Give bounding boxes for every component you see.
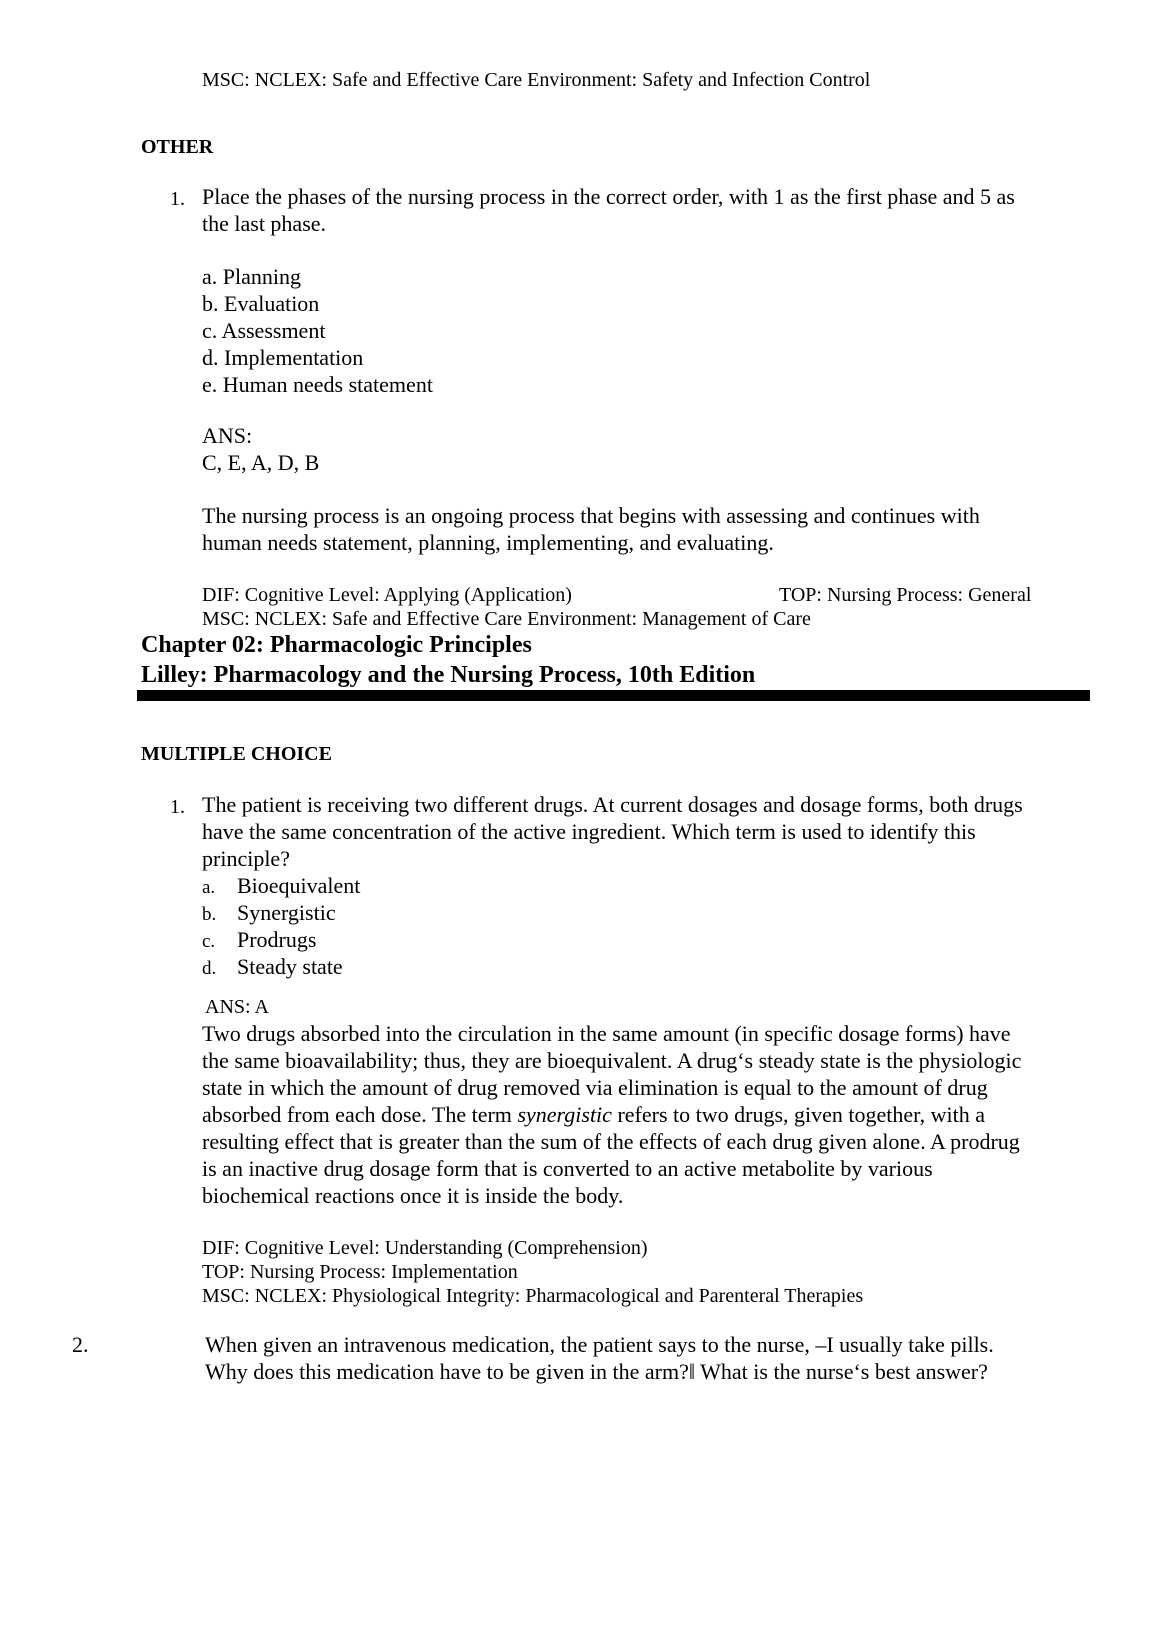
rationale-text: refers to two drugs, given together, with a [611,1102,985,1127]
list-item: b. Evaluation [202,291,320,316]
section-heading-other: OTHER [141,136,214,158]
rationale-line: biochemical reactions once it is inside the body. [202,1183,624,1208]
answer-key: ANS: A [205,996,269,1018]
rationale-line: the same bioavailability; thus, they are bioequivalent. A drug‘s steady state is the physiologic [202,1048,1022,1073]
list-item: d. Implementation [202,345,364,370]
question-number: 1. [170,796,185,818]
rationale-line: The nursing process is an ongoing process that begins with assessing and continues with [202,503,980,528]
top-line: TOP: Nursing Process: General [779,584,1032,606]
question-text-line: principle? [202,846,290,871]
question-number: 2. [72,1332,89,1357]
question-number: 1. [170,188,185,210]
question-text-line: The patient is receiving two different drugs. At current dosages and dosage forms, both drugs [202,792,1023,817]
msc-line: MSC: NCLEX: Safe and Effective Care Environment: Management of Care [202,608,811,630]
option-text: Synergistic [237,900,336,925]
option-letter: b. [202,904,217,925]
question-text-line: When given an intravenous medication, the patient says to the nurse, –I usually take pills. [205,1332,994,1357]
answer-value: C, E, A, D, B [202,450,320,475]
chapter-title: Chapter 02: Pharmacologic Principles [141,632,532,658]
question-text-line: have the same concentration of the active ingredient. Which term is used to identify this [202,819,976,844]
rationale-line: human needs statement, planning, implementing, and evaluating. [202,530,774,555]
dif-line: DIF: Cognitive Level: Understanding (Comprehension) [202,1237,648,1259]
list-item: c. Assessment [202,318,326,343]
answer-label: ANS: [202,423,253,448]
question-text-line: Why does this medication have to be given in the arm?‖ What is the nurse‘s best answer? [205,1359,988,1384]
msc-line: MSC: NCLEX: Physiological Integrity: Pharmacological and Parenteral Therapies [202,1285,864,1307]
rationale-emphasis: synergistic [517,1102,612,1127]
option-letter: a. [202,877,216,898]
question-text-line: the last phase. [202,211,327,236]
section-heading-multiple-choice: MULTIPLE CHOICE [141,743,332,765]
option-letter: c. [202,931,216,952]
book-title: Lilley: Pharmacology and the Nursing Process, 10th Edition [141,662,756,688]
option-letter: d. [202,958,217,979]
rationale-line: Two drugs absorbed into the circulation in the same amount (in specific dosage forms) have [202,1021,1011,1046]
top-line: TOP: Nursing Process: Implementation [202,1261,518,1283]
list-item: e. Human needs statement [202,372,433,397]
dif-line: DIF: Cognitive Level: Applying (Application) [202,584,572,606]
answer-option-d [202,953,343,982]
msc-line-safety: MSC: NCLEX: Safe and Effective Care Environment: Safety and Infection Control [202,69,871,91]
list-item: a. Planning [202,264,301,289]
question-text-line: Place the phases of the nursing process in the correct order, with 1 as the first phase and 5 as [202,184,1015,209]
rationale-text: absorbed from each dose. The term [202,1102,518,1127]
rationale-line: is an inactive drug dosage form that is converted to an active metabolite by various [202,1156,933,1181]
answer-option-c [202,926,316,955]
rationale-line: state in which the amount of drug removed via elimination is equal to the amount of drug [202,1075,988,1100]
option-text: Steady state [237,954,343,979]
answer-option-b [202,899,336,928]
chapter-divider [137,690,1090,701]
answer-option-a [202,872,360,901]
rationale-line [202,1101,985,1128]
option-text: Prodrugs [237,927,317,952]
option-text: Bioequivalent [237,873,361,898]
rationale-line: resulting effect that is greater than the sum of the effects of each drug given alone. A prodrug [202,1129,1020,1154]
phase-list [202,263,433,398]
